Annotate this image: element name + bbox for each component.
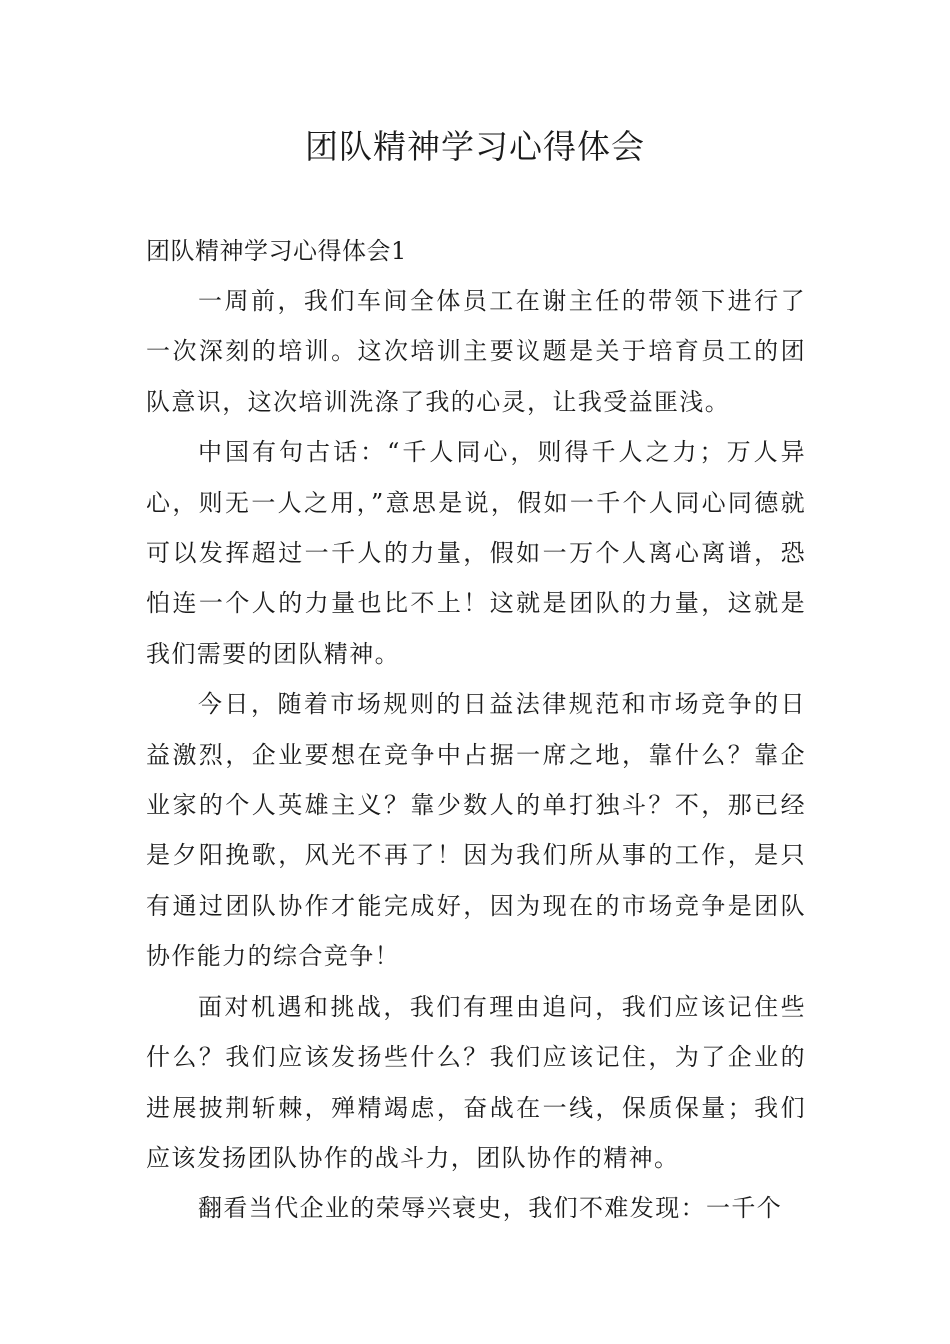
paragraph-1: 一周前，我们车间全体员工在谢主任的带领下进行了一次深刻的培训。这次培训主要议题是关于培育员工的团队意识，这次培训洗涤了我的心灵，让我受益匪浅。 [146,287,806,416]
paragraph-2: 中国有句古话：“千人同心，则得千人之力；万人异心，则无一人之用，”意思是说，假如一千个人同心同德就可以发挥超过一千人的力量，假如一万个人离心离谱，恐怕连一个人的力量也比不上！这就是团队的力量，这就是我们需要的团队精神。 [146,438,806,668]
section-heading: 团队精神学习心得体会1 [146,237,407,265]
paragraph-4: 面对机遇和挑战，我们有理由追问，我们应该记住些什么？我们应该发扬些什么？我们应该记住，为了企业的进展披荆斩棘，殚精竭虑，奋战在一线，保质保量；我们应该发扬团队协作的战斗力，团队协作的精神。 [146,992,806,1172]
paragraph-3: 今日，随着市场规则的日益法律规范和市场竞争的日益激烈，企业要想在竞争中占据一席之地，靠什么？靠企业家的个人英雄主义？靠少数人的单打独斗？不，那已经是夕阳挽歌，风光不再了！因为我们所从事的工作，是只有通过团队协作才能完成好，因为现在的市场竞争是团队协作能力的综合竞争！ [146,690,806,971]
paragraph-5: 翻看当代企业的荣辱兴衰史，我们不难发现：一千个 [198,1194,783,1223]
document-body [146,226,806,1234]
document-title: 团队精神学习心得体会 [305,127,645,166]
